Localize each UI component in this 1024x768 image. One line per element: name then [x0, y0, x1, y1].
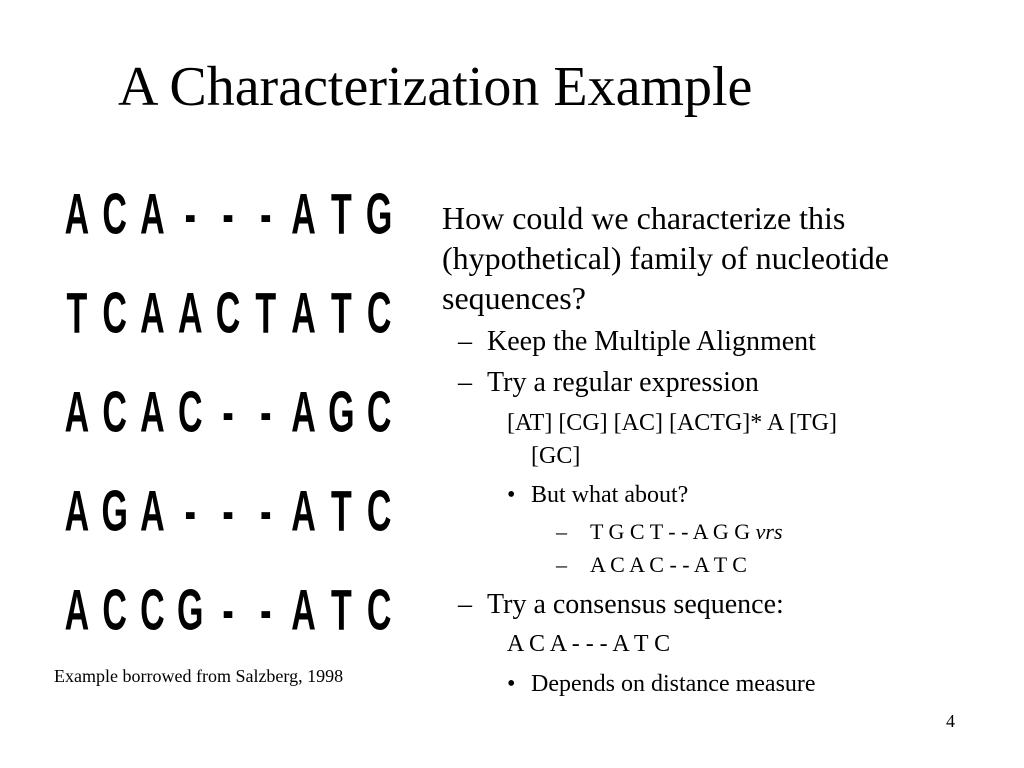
- page-number: 4: [946, 711, 955, 731]
- nucleotide-cell: C: [366, 380, 392, 445]
- nucleotide-cell: T: [330, 479, 352, 544]
- item-consensus-sequence: Try a consensus sequence:: [487, 589, 784, 620]
- regex-line-1: [AT] [CG] [AC] [ACTG]* A [TG]: [507, 410, 837, 436]
- sequence-alignment: [58, 182, 398, 643]
- alignment-row: [58, 479, 398, 544]
- gap-cell: -: [222, 182, 234, 247]
- item-distance-measure: Depends on distance measure: [531, 671, 816, 697]
- example-sequence-2: A C A C - - A T C: [590, 552, 747, 577]
- nucleotide-cell: A: [291, 281, 316, 346]
- nucleotide-cell: A: [140, 380, 165, 445]
- nucleotide-cell: C: [366, 479, 392, 544]
- nucleotide-cell: A: [291, 380, 316, 445]
- nucleotide-cell: C: [102, 380, 127, 445]
- question-line-1: How could we characterize this: [442, 200, 846, 236]
- dash-marker: –: [458, 367, 472, 398]
- dash-marker: –: [556, 519, 567, 544]
- dash-marker: –: [458, 589, 472, 620]
- nucleotide-cell: A: [177, 281, 203, 346]
- gap-cell: -: [222, 479, 234, 544]
- nucleotide-cell: C: [140, 578, 165, 643]
- nucleotide-cell: T: [330, 182, 352, 247]
- nucleotide-cell: G: [365, 182, 393, 247]
- nucleotide-cell: C: [102, 182, 127, 247]
- nucleotide-cell: T: [255, 281, 277, 346]
- bullet-marker: •: [507, 482, 516, 508]
- item-keep-alignment: Keep the Multiple Alignment: [487, 326, 816, 357]
- nucleotide-cell: G: [328, 380, 355, 445]
- nucleotide-cell: C: [102, 578, 127, 643]
- question-line-3: sequences?: [442, 280, 586, 316]
- nucleotide-cell: G: [101, 479, 128, 544]
- nucleotide-cell: C: [102, 281, 127, 346]
- slide-title: A Characterization Example: [118, 56, 753, 118]
- alignment-row: [58, 182, 398, 247]
- nucleotide-cell: A: [64, 380, 90, 445]
- question-line-2: (hypothetical) family of nucleotide: [442, 240, 889, 276]
- gap-cell: -: [260, 578, 272, 643]
- item-but-what-about: But what about?: [531, 482, 689, 508]
- consensus-sequence: A C A - - - A T C: [507, 631, 671, 657]
- nucleotide-cell: C: [366, 281, 392, 346]
- nucleotide-cell: T: [66, 281, 88, 346]
- alignment-row: [58, 380, 398, 445]
- gap-cell: -: [260, 479, 272, 544]
- source-caption: Example borrowed from Salzberg, 1998: [54, 666, 344, 686]
- nucleotide-cell: C: [177, 380, 203, 445]
- nucleotide-cell: A: [291, 578, 316, 643]
- alignment-row: [58, 578, 398, 643]
- gap-cell: -: [260, 182, 272, 247]
- nucleotide-cell: A: [64, 479, 90, 544]
- nucleotide-cell: G: [177, 578, 204, 643]
- nucleotide-cell: C: [366, 578, 392, 643]
- gap-cell: -: [260, 380, 272, 445]
- nucleotide-cell: A: [291, 479, 316, 544]
- gap-cell: -: [222, 578, 234, 643]
- nucleotide-cell: T: [330, 281, 352, 346]
- nucleotide-cell: A: [140, 182, 165, 247]
- nucleotide-cell: A: [140, 479, 165, 544]
- gap-cell: -: [184, 479, 196, 544]
- nucleotide-cell: A: [64, 182, 90, 247]
- example-sequence-1: T G C T - - A G G vrs: [590, 519, 783, 544]
- nucleotide-cell: A: [64, 578, 90, 643]
- bullet-marker: •: [507, 671, 516, 697]
- gap-cell: -: [184, 182, 196, 247]
- nucleotide-cell: A: [291, 182, 316, 247]
- alignment-row: [58, 281, 398, 346]
- vrs-suffix: vrs: [755, 519, 783, 544]
- nucleotide-cell: T: [330, 578, 352, 643]
- nucleotide-cell: C: [215, 281, 241, 346]
- gap-cell: -: [222, 380, 234, 445]
- dash-marker: –: [458, 326, 472, 357]
- item-regular-expression: Try a regular expression: [487, 367, 759, 398]
- nucleotide-cell: A: [140, 281, 165, 346]
- regex-line-2: [GC]: [531, 443, 581, 469]
- dash-marker: –: [556, 552, 567, 577]
